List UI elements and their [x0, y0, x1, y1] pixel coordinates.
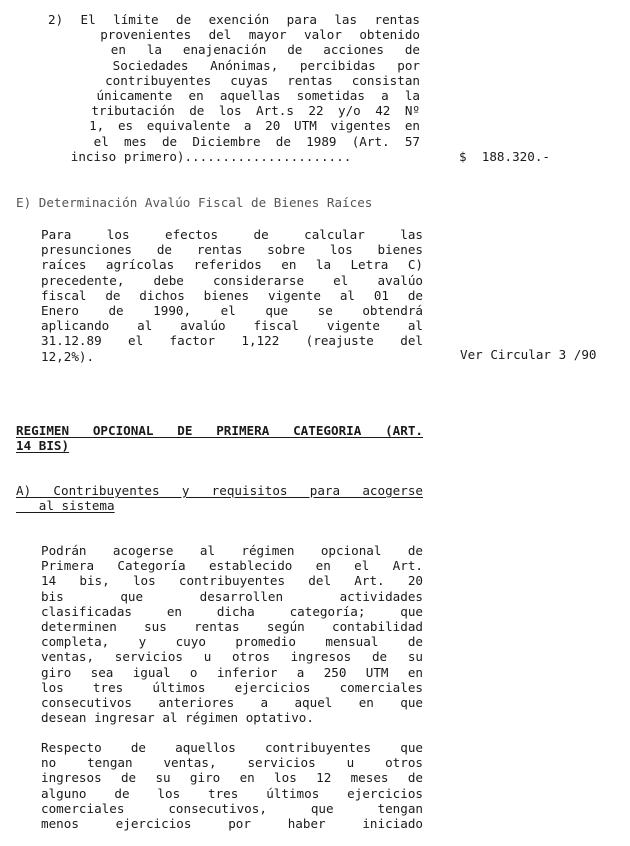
text-line: inciso primero)...................... — [48, 148, 352, 164]
text-line: tributación de los Art.s 22 y/o 42 Nº — [48, 103, 420, 119]
text-line: ingresos de su giro en los 12 meses de — [41, 770, 423, 786]
section-e-heading: E) Determinación Avalúo Fiscal de Bienes Raíces — [16, 195, 373, 210]
text-line: en la enajenación de acciones de — [48, 42, 420, 58]
heading-line: A) Contribuyentes y requisitos para acogerse — [16, 483, 423, 498]
text-line: Primera Categoría establecido en el Art. — [41, 558, 423, 574]
text-line: presunciones de rentas sobre los bienes — [41, 242, 423, 258]
regimen-title — [16, 423, 423, 453]
section-a-heading — [16, 483, 423, 513]
text-line: únicamente en aquellas sometidas a la — [48, 88, 420, 104]
exemption-limit-paragraph — [48, 12, 420, 164]
text-line: los tres últimos ejercicios comerciales — [41, 679, 423, 695]
section-e-paragraph — [41, 227, 423, 364]
text-line: Para los efectos de calcular las — [41, 227, 423, 242]
text-line: desean ingresar al régimen optativo. — [41, 710, 314, 726]
text-line: Respecto de aquellos contribuyentes que — [41, 740, 423, 755]
title-line: 14 BIS) — [16, 438, 70, 454]
text-line: menos ejercicios por haber iniciado — [41, 816, 423, 832]
circular-reference: Ver Circular 3 /90 — [460, 347, 597, 362]
text-line: Podrán acogerse al régimen opcional de — [41, 543, 423, 558]
text-line: provenientes del mayor valor obtenido — [48, 27, 420, 43]
text-line: Sociedades Anónimas, percibidas por — [48, 57, 420, 73]
exemption-amount: $ 188.320.- — [459, 149, 550, 164]
title-line: REGIMEN OPCIONAL DE PRIMERA CATEGORIA (ART. — [16, 423, 423, 438]
text-line: 31.12.89 el factor 1,122 (reajuste del — [41, 333, 423, 349]
text-line: completa, y cuyo promedio mensual de — [41, 634, 423, 650]
text-line: giro sea igual o inferior a 250 UTM en — [41, 664, 423, 680]
text-line: 2) El límite de exención para las rentas — [48, 12, 420, 27]
text-line: consecutivos anteriores a aquel en que — [41, 695, 423, 711]
text-line: contribuyentes cuyas rentas consistan — [48, 72, 420, 88]
text-line: clasificadas en dicha categoría; que — [41, 603, 423, 619]
text-line: ventas, servicios u otros ingresos de su — [41, 649, 423, 665]
text-line: bis que desarrollen actividades — [41, 588, 423, 604]
heading-line: al sistema — [16, 498, 115, 514]
text-line: aplicando al avalúo fiscal vigente al — [41, 318, 423, 334]
section-a-paragraph-2 — [41, 740, 423, 831]
text-line: fiscal de dichos bienes vigente al 01 de — [41, 287, 423, 303]
text-line: 1, es equivalente a 20 UTM vigentes en — [48, 118, 420, 134]
text-line: no tengan ventas, servicios u otros — [41, 755, 423, 771]
text-line: precedente, debe considerarse el avalúo — [41, 272, 423, 288]
text-line: 14 bis, los contribuyentes del Art. 20 — [41, 573, 423, 589]
text-line: raíces agrícolas referidos en la Letra C) — [41, 257, 423, 273]
text-line: 12,2%). — [41, 348, 95, 364]
text-line: alguno de los tres últimos ejercicios — [41, 785, 423, 801]
text-line: comerciales consecutivos, que tengan — [41, 800, 423, 816]
section-a-paragraph-1 — [41, 543, 423, 725]
text-line: determinen sus rentas según contabilidad — [41, 619, 423, 635]
text-line: el mes de Diciembre de 1989 (Art. 57 — [48, 133, 420, 149]
text-line: Enero de 1990, el que se obtendrá — [41, 303, 423, 319]
